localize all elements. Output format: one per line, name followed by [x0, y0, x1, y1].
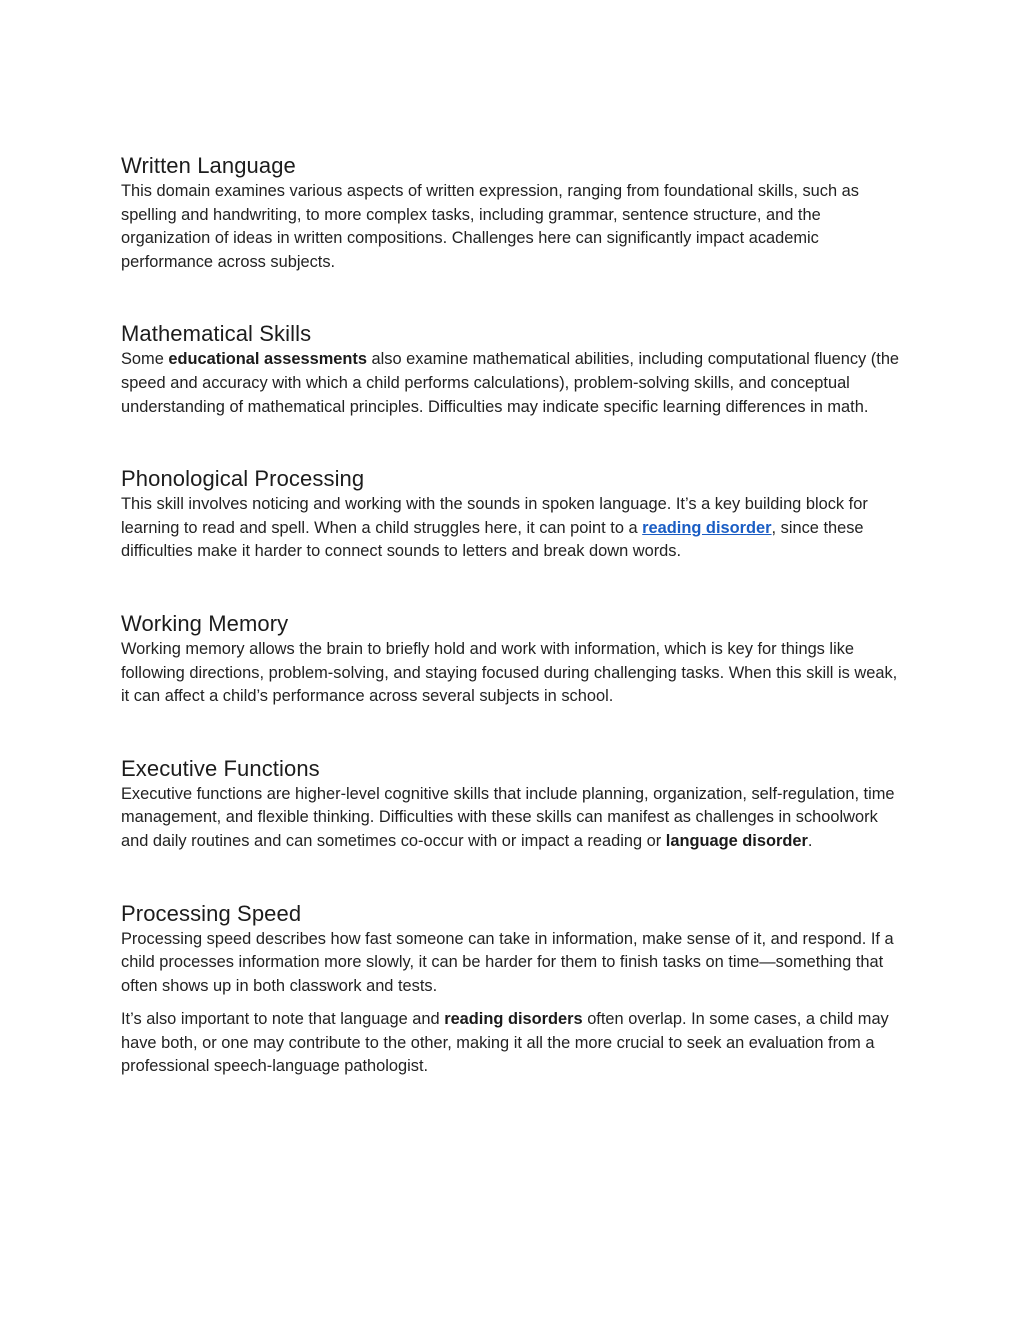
section-heading: Processing Speed: [121, 900, 302, 926]
paragraph-text: Executive functions are higher-level cognitive skills that include planning, organization, self-regulation, time management, and flexible thinking. Difficulties with these skills can manifest as challenges in schoolwork and daily routines and can sometimes co-occur with or impact a reading or: [121, 784, 895, 850]
section-processing-speed: [121, 900, 906, 1080]
section-phonological-processing: [121, 465, 906, 564]
paragraph-text: It’s also important to note that language and: [121, 1010, 445, 1029]
section-heading: Mathematical Skills: [121, 321, 312, 347]
section-heading: Executive Functions: [121, 755, 320, 781]
paragraph-text: , since these difficulties make it harder to connect sounds to letters and break down words.: [121, 518, 864, 561]
section-paragraph: Processing speed describes how fast someone can take in information, make sense of it, and respond. If a child processes information more slowly, it can be harder for them to finish tasks on time—something that often shows up in both classwork and tests.: [121, 929, 894, 995]
closing-paragraph: [121, 1008, 906, 1079]
section-paragraph: [121, 348, 906, 419]
document-page: [121, 152, 906, 1079]
section-paragraph: Working memory allows the brain to briefly hold and work with information, which is key for things like following directions, problem-solving, and staying focused during challenging tasks. When this skill is weak, it can affect a child’s performance across several subjects in school.: [121, 639, 898, 706]
section-heading: Working Memory: [121, 610, 289, 636]
bold-term: language disorder: [665, 831, 808, 850]
section-written-language: [121, 152, 906, 274]
section-heading: Written Language: [121, 153, 296, 178]
paragraph-text: Some: [121, 350, 169, 369]
section-heading: Phonological Processing: [121, 466, 365, 492]
section-working-memory: [121, 610, 906, 709]
section-mathematical-skills: [121, 320, 906, 419]
paragraph-text: .: [807, 831, 813, 850]
section-paragraph: [121, 493, 906, 564]
reading-disorder-link[interactable]: reading disorder: [642, 518, 772, 537]
section-executive-functions: [121, 755, 906, 854]
section-paragraph: [121, 783, 906, 854]
bold-term: educational assessments: [168, 350, 367, 369]
paragraph-text: This skill involves noticing and working with the sounds in spoken language. It’s a key building block for learning to read and spell. When a child struggles here, it can point to a: [121, 495, 868, 537]
bold-term: reading disorders: [444, 1010, 583, 1029]
section-paragraph: This domain examines various aspects of written expression, ranging from foundational skills, such as spelling and handwriting, to more complex tasks, including grammar, sentence structure, and the organization of ideas in written compositions. Challenges here can significantly impact academic performance across subjects.: [121, 182, 859, 271]
paragraph-text: often overlap. In some cases, a child may have both, or one may contribute to the other, making it all the more crucial to seek an evaluation from a professional speech-language pathologist.: [121, 1010, 889, 1076]
paragraph-text: also examine mathematical abilities, including computational fluency (the speed and accuracy with which a child performs calculations), problem-solving skills, and conceptual understanding of mathematical principles. Difficulties may indicate specific learning differences in math.: [121, 350, 900, 416]
